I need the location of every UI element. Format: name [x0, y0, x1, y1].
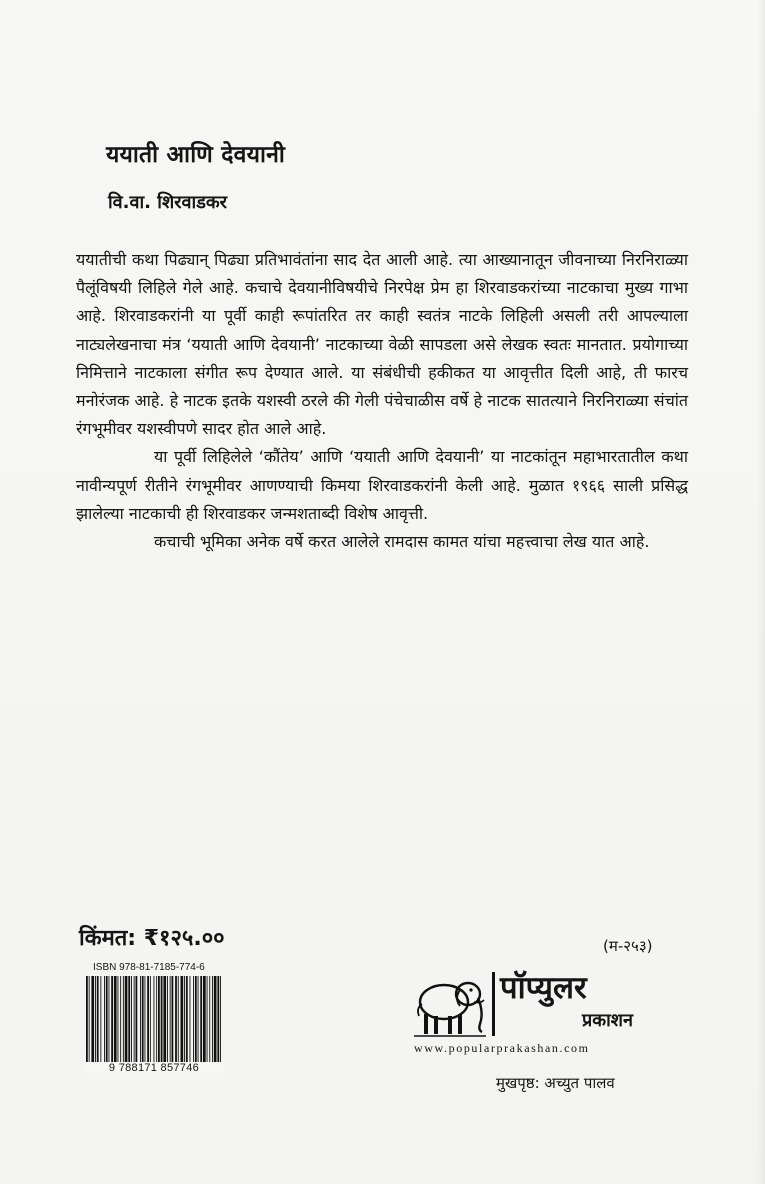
- barcode-digits: 9 788171 857746: [84, 1062, 224, 1074]
- barcode-bar: [184, 976, 185, 1066]
- elephant-icon: [410, 968, 490, 1040]
- barcode-bar: [186, 976, 188, 1066]
- barcode-bar: [181, 976, 184, 1066]
- price-label: किंमत: ₹१२५.००: [79, 926, 225, 951]
- isbn-label: ISBN 978-81-7185-774-6: [93, 962, 205, 973]
- barcode-bar: [109, 976, 110, 1066]
- barcode-bar: [123, 976, 124, 1066]
- barcode-bar: [161, 976, 163, 1066]
- barcode-bar: [106, 976, 108, 1066]
- blurb-paragraph-3: कचाची भूमिका अनेक वर्षे करत आलेले रामदास कामत यांचा महत्त्वाचा लेख यात आहे.: [154, 532, 650, 552]
- catalogue-code: (म-२५३): [603, 937, 653, 955]
- barcode-bar: [100, 976, 101, 1066]
- barcode-bar: [198, 976, 199, 1066]
- barcode-bar: [195, 976, 197, 1066]
- blurb-paragraph-2: या पूर्वी लिहिलेले ‘कौंतेय’ आणि ‘ययाती आणि देवयानी’ या नाटकांतून महाभारतातील कथा नावीन्यपूर्ण रीतीने रंगभूमीवर आणण्याची किमया शिरवाडकरांनी केली आहे. मुळात १९६६ साली प्रसिद्ध झालेल्या नाटकाची ही शिरवाडकर जन्मशताब्दी विशेष आवृत्ती.: [76, 447, 688, 523]
- book-author: वि.वा. शिरवाडकर: [108, 192, 228, 213]
- barcode-bar: [167, 976, 168, 1066]
- barcode-bar: [145, 976, 146, 1066]
- barcode-bar: [91, 976, 94, 1066]
- barcode-bar: [209, 976, 210, 1066]
- barcode-bar: [163, 976, 166, 1066]
- barcode-bar: [158, 976, 160, 1066]
- barcode-bar: [142, 976, 144, 1066]
- barcode-bar: [175, 976, 177, 1066]
- book-title: ययाती आणि देवयानी: [106, 142, 286, 168]
- barcode-bar: [150, 976, 151, 1066]
- publisher-divider: [492, 972, 495, 1036]
- barcode-bar: [178, 976, 179, 1066]
- barcode-bar: [217, 976, 219, 1066]
- barcode-bar: [154, 976, 155, 1066]
- cover-credit: मुखपृष्ठ: अच्युत पालव: [496, 1074, 615, 1092]
- barcode-bar: [156, 976, 157, 1066]
- barcode-bar: [220, 976, 221, 1066]
- barcode-bar: [190, 976, 191, 1066]
- barcode-bar: [89, 976, 90, 1066]
- barcode-bar: [114, 976, 117, 1066]
- publisher-website[interactable]: www.popularprakashan.com: [414, 1041, 590, 1055]
- barcode-bar: [134, 976, 135, 1066]
- page-edge-shadow: [757, 0, 765, 1184]
- blurb-paragraph-1: ययातीची कथा पिढ्यान् पिढ्या प्रतिभावंतांना साद देत आली आहे. त्या आख्यानातून जीवनाच्या निरनिराळ्या पैलूंविषयी लिहिले गेले आहे. कचाचे देवयानीविषयीचे निरपेक्ष प्रेम हा शिरवाडकरांच्या नाटकाचा मुख्य गाभा आहे. शिरवाडकरांनी या पूर्वी काही रूपांतरित तर काही स्वतंत्र नाटके लिहिली असली तरी आपल्याला नाट्यलेखनाचा मंत्र ‘ययाती आणि देवयानी’ नाटकाच्या वेळी सापडला असे लेखक स्वतः मानतात. प्रयोगाच्या निमित्ताने नाटकाला संगीत रूप देण्यात आले. या संबंधीची हकीकत या आवृत्तीत दिली आहे, ती फारच मनोरंजक आहे. हे नाटक इतके यशस्वी ठरले की गेली पंचेचाळीस वर्षे हे नाटक सातत्याने निरनिराळ्या संचांत रंगभूमीवर यशस्वीपणे सादर होत आले आहे.: [76, 250, 688, 439]
- barcode-bar: [128, 976, 130, 1066]
- barcode-bar: [212, 976, 213, 1066]
- barcode-bar: [172, 976, 174, 1066]
- publisher-name: पॉप्युलर: [500, 970, 587, 1006]
- barcode-bar: [170, 976, 171, 1066]
- barcode-bar: [111, 976, 113, 1066]
- barcode-bar: [136, 976, 138, 1066]
- barcode-bar: [147, 976, 149, 1066]
- barcode-bar: [104, 976, 105, 1066]
- barcode-bar: [118, 976, 119, 1066]
- barcode-bar: [140, 976, 141, 1066]
- publisher-subtitle: प्रकाशन: [582, 1010, 633, 1031]
- barcode-bar: [125, 976, 128, 1066]
- barcode-bar: [200, 976, 202, 1066]
- barcode-bar: [95, 976, 96, 1066]
- barcode-bar: [207, 976, 208, 1066]
- barcode-bar: [86, 976, 88, 1066]
- barcode-bar: [120, 976, 121, 1066]
- barcode-bar: [214, 976, 217, 1066]
- barcode-bar: [131, 976, 132, 1066]
- barcode-bar: [203, 976, 206, 1066]
- barcode-bar: [97, 976, 99, 1066]
- barcode-bar: [193, 976, 194, 1066]
- blurb: [76, 246, 688, 556]
- publisher-logo-block: [410, 968, 682, 1040]
